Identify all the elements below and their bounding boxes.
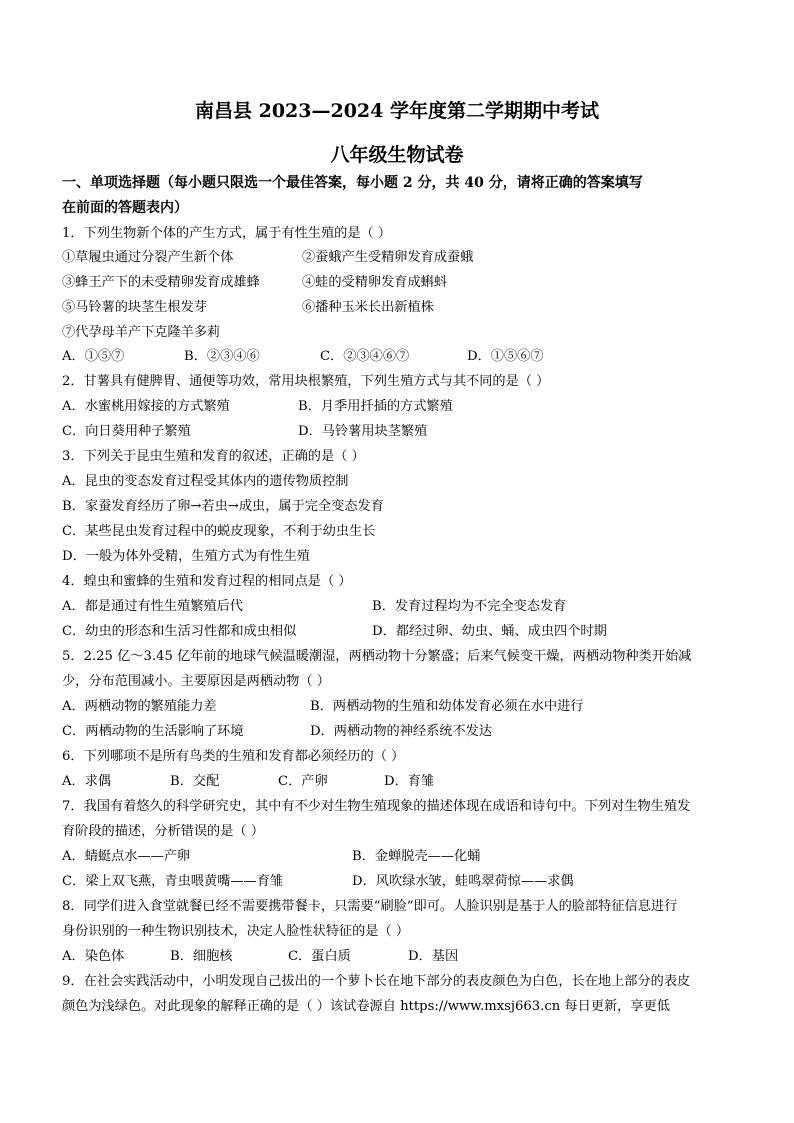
option-d: D．育雏: [384, 774, 435, 789]
option-c: C．产卵: [278, 774, 328, 789]
option-a: A．两栖动物的繁殖能力差: [62, 699, 217, 714]
question-4-stem: 4．蝗虫和蜜蜂的生殖和发育过程的相同点是（ ）: [62, 574, 352, 589]
question-8-stem: 8．同学们进入食堂就餐已经不需要携带餐卡，只需要“刷脸”即可。人脸识别是基于人的脸部特征信息进行: [62, 899, 678, 914]
section-heading-cont: 在前面的答题表内）: [62, 200, 188, 216]
option-a: A．蜻蜓点水——产卵: [62, 849, 191, 864]
option-b: B．金蝉脱壳——化蛹: [352, 849, 481, 864]
option-c: C．梁上双飞燕，青虫喂黄嘴——育雏: [62, 874, 284, 889]
q1-item: ⑦代孕母羊产下克隆羊多莉: [62, 325, 221, 340]
option-b: B．月季用扦插的方式繁殖: [298, 399, 453, 414]
q1-item: ①草履虫通过分裂产生新个体: [62, 250, 234, 265]
section-heading: 一、单项选择题（每小题只限选一个最佳答案，每小题 2 分，共 40 分，请将正确的答案填写: [62, 175, 643, 191]
option-a: A．染色体: [62, 949, 125, 964]
option-b: B．两栖动物的生殖和幼体发育必须在水中进行: [310, 699, 584, 714]
option-d: D．都经过卵、幼虫、蛹、成虫四个时期: [372, 624, 607, 639]
question-3-stem: 3．下列关于昆虫生殖和发育的叙述，正确的是（ ）: [62, 449, 365, 464]
question-7-stem: 7．我国有着悠久的科学研究史，其中有不少对生物生殖现象的描述体现在成语和诗句中。下列对生物生殖发: [62, 799, 691, 814]
option-c: C．幼虫的形态和生活习性都和成虫相似: [62, 624, 297, 639]
option-d: D．马铃薯用块茎繁殖: [298, 424, 428, 439]
q1-item: ②蚕蛾产生受精卵发育成蚕蛾: [302, 250, 474, 265]
question-2-stem: 2．甘薯具有健脾胃、通便等功效，常用块根繁殖，下列生殖方式与其不同的是（ ）: [62, 374, 550, 389]
q1-item: ⑤马铃薯的块茎生根发芽: [62, 300, 208, 315]
option-c: C．某些昆虫发育过程中的蜕皮现象，不利于幼虫生长: [62, 524, 376, 539]
option-b: B．细胞核: [170, 949, 233, 964]
question-8-stem-cont: 身份识别的一种生物识别技术，决定人脸性状特征的是（ ）: [62, 924, 410, 939]
exam-subtitle: 八年级生物试卷: [330, 144, 464, 166]
question-9-stem-cont: 颜色为浅绿色。对此现象的解释正确的是（ ）该试卷源自 https://www.mxsj663.cn 每日更新，享更低: [62, 999, 670, 1014]
question-7-stem-cont: 育阶段的描述，分析错误的是（ ）: [62, 824, 265, 839]
option-b: B．②③④⑥: [184, 349, 260, 364]
option-d: D．①⑤⑥⑦: [467, 349, 544, 364]
option-a: A．①⑤⑦: [62, 349, 125, 364]
option-c: C．②③④⑥⑦: [320, 349, 410, 364]
question-1-stem: 1．下列生物新个体的产生方式，属于有性生殖的是（ ）: [62, 226, 392, 241]
option-d: D．基因: [408, 949, 459, 964]
option-c: C．蛋白质: [288, 949, 351, 964]
q1-item: ③蜂王产下的未受精卵发育成雄蜂: [62, 275, 260, 290]
option-c: C．两栖动物的生活影响了环境: [62, 724, 244, 739]
option-b: B．家蚕发育经历了卵→若虫→成虫，属于完全变态发育: [62, 499, 384, 514]
option-a: A．水蜜桃用嫁接的方式繁殖: [62, 399, 230, 414]
option-d: D．一般为体外受精，生殖方式为有性生殖: [62, 549, 310, 564]
option-a: A．昆虫的变态发育过程受其体内的遗传物质控制: [62, 474, 349, 489]
option-b: B．发育过程均为不完全变态发育: [372, 599, 567, 614]
question-5-stem: 5．2.25 亿～3.45 亿年前的地球气候温暖潮湿，两栖动物十分繁盛；后来气候变干燥，两栖动物种类开始减: [62, 649, 692, 664]
exam-title: 南昌县 2023—2024 学年度第二学期期中考试: [195, 100, 599, 122]
option-a: A．求偶: [62, 774, 112, 789]
q1-item: ④蛙的受精卵发育成蝌蚪: [302, 275, 448, 290]
q1-item: ⑥播种玉米长出新植株: [302, 300, 434, 315]
option-b: B．交配: [170, 774, 220, 789]
question-5-stem-cont: 少，分布范围减小。主要原因是两栖动物（ ）: [62, 674, 330, 689]
option-a: A．都是通过有性生殖繁殖后代: [62, 599, 243, 614]
question-6-stem: 6．下列哪项不是所有鸟类的生殖和发育都必须经历的（ ）: [62, 749, 405, 764]
question-9-stem: 9．在社会实践活动中，小明发现自己拔出的一个萝卜长在地下部分的表皮颜色为白色，长在地上部分的表皮: [62, 974, 691, 989]
option-d: D．两栖动物的神经系统不发达: [310, 724, 493, 739]
option-c: C．向日葵用种子繁殖: [62, 424, 191, 439]
option-d: D．风吹绿水皱，蛙鸣翠荷惊——求偶: [352, 874, 574, 889]
